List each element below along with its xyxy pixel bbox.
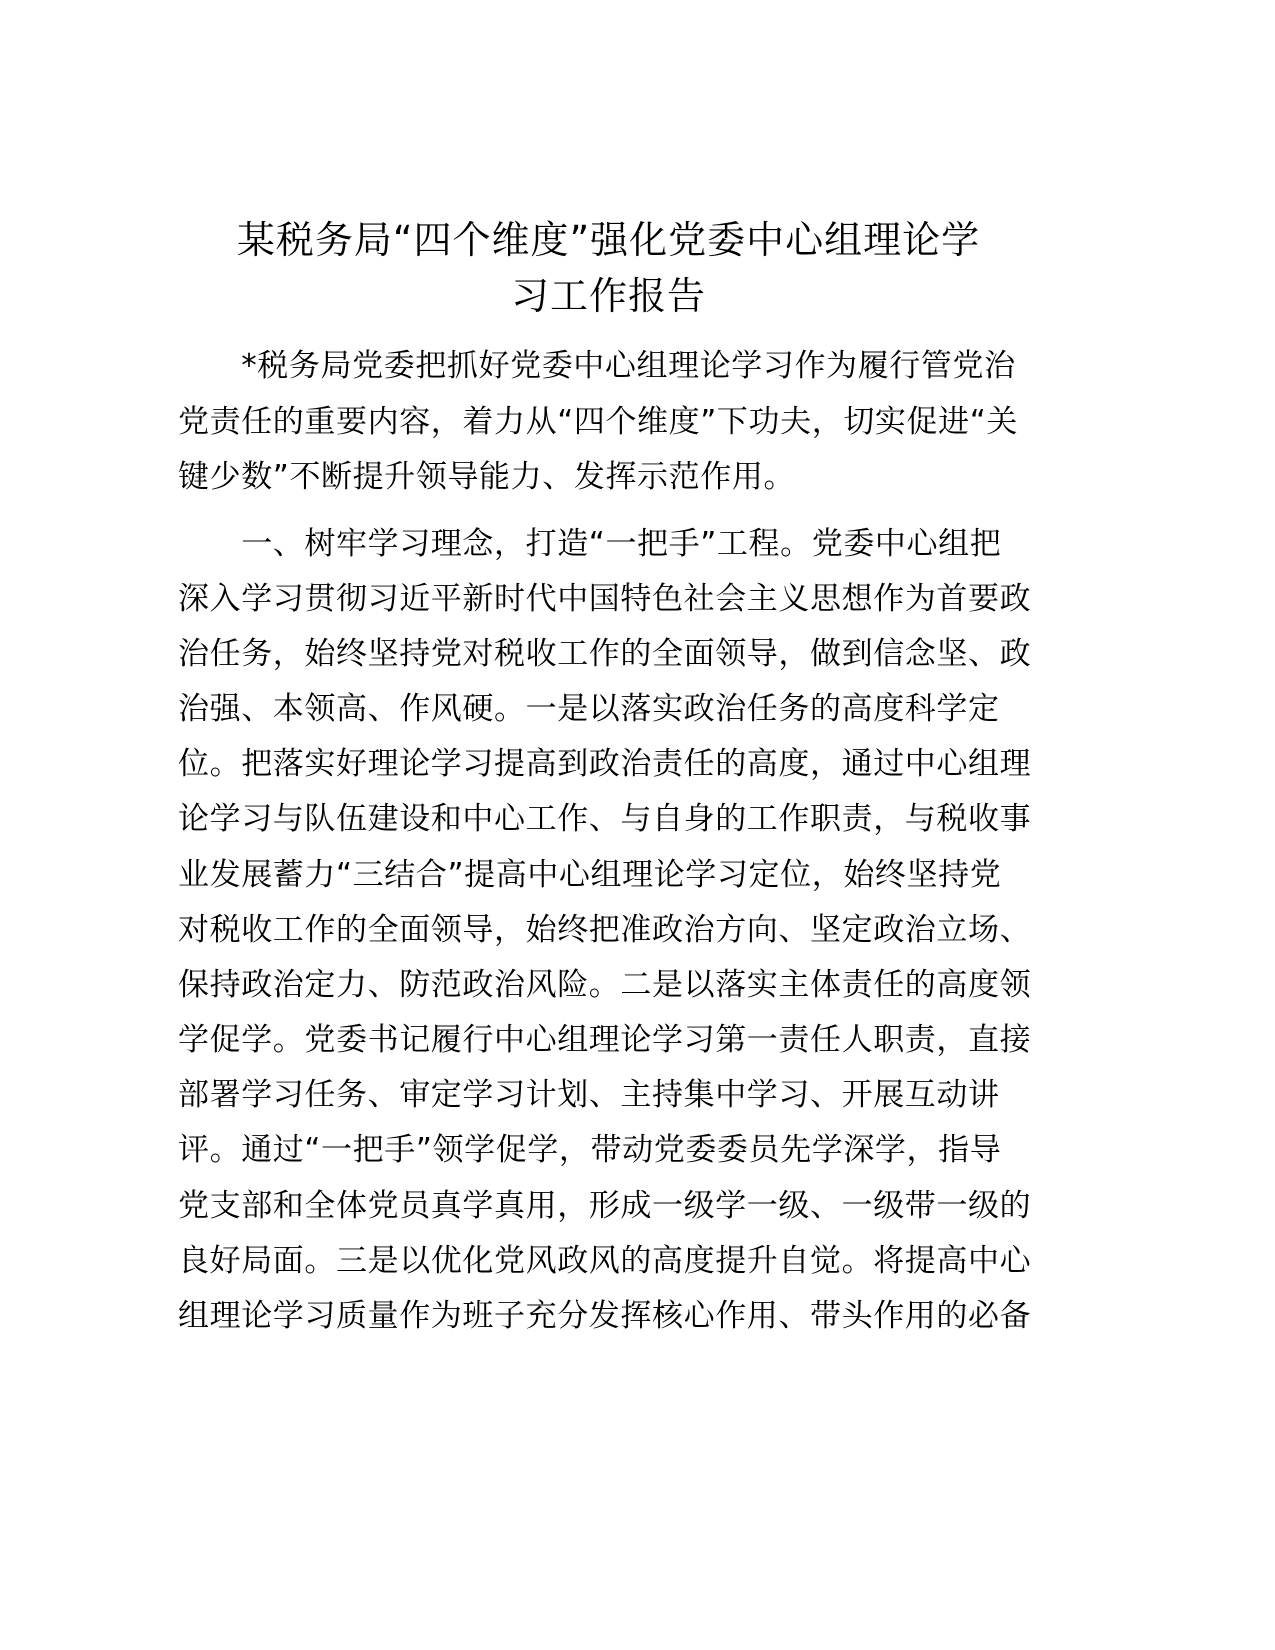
- body-line: *税务局党委把抓好党委中心组理论学习作为履行管党治: [178, 348, 1016, 384]
- title-line-2: 习工作报告: [510, 274, 706, 318]
- body-line: 良好局面。三是以优化党风政风的高度提升自觉。将提高中心: [178, 1243, 1032, 1279]
- body-line: 业发展蓄力“三结合”提高中心组理论学习定位，始终坚持党: [178, 857, 1002, 893]
- document-title: [150, 212, 1067, 324]
- body-line: 评。通过“一把手”领学促学，带动党委委员先学深学，指导: [178, 1132, 1002, 1168]
- body-line: 一、树牢学习理念，打造“一把手”工程。党委中心组把: [178, 526, 1002, 562]
- body-line: 论学习与队伍建设和中心工作、与自身的工作职责，与税收事: [178, 801, 1032, 837]
- body-line: 位。把落实好理论学习提高到政治责任的高度，通过中心组理: [178, 746, 1032, 782]
- body-line: 键少数”不断提升领导能力、发挥示范作用。: [178, 459, 796, 495]
- body-line: 部署学习任务、审定学习计划、主持集中学习、开展互动讲: [178, 1077, 1000, 1113]
- body-line: 治强、本领高、作风硬。一是以落实政治任务的高度科学定: [178, 691, 1000, 727]
- body-line: 组理论学习质量作为班子充分发挥核心作用、带头作用的必备: [178, 1298, 1032, 1334]
- body-line: 党支部和全体党员真学真用，形成一级学一级、一级带一级的: [178, 1188, 1032, 1224]
- body-line: 对税收工作的全面领导，始终把准政治方向、坚定政治立场、: [178, 912, 1032, 948]
- body-line: 党责任的重要内容，着力从“四个维度”下功夫，切实促进“关: [178, 404, 1018, 440]
- body-line: 保持政治定力、防范政治风险。二是以落实主体责任的高度领: [178, 967, 1032, 1003]
- body-line: 深入学习贯彻习近平新时代中国特色社会主义思想作为首要政: [178, 581, 1032, 617]
- body-line: 治任务，始终坚持党对税收工作的全面领导，做到信念坚、政: [178, 636, 1032, 672]
- body-line: 学促学。党委书记履行中心组理论学习第一责任人职责，直接: [178, 1022, 1032, 1058]
- title-line-1: 某税务局“四个维度”强化党委中心组理论学: [236, 218, 981, 262]
